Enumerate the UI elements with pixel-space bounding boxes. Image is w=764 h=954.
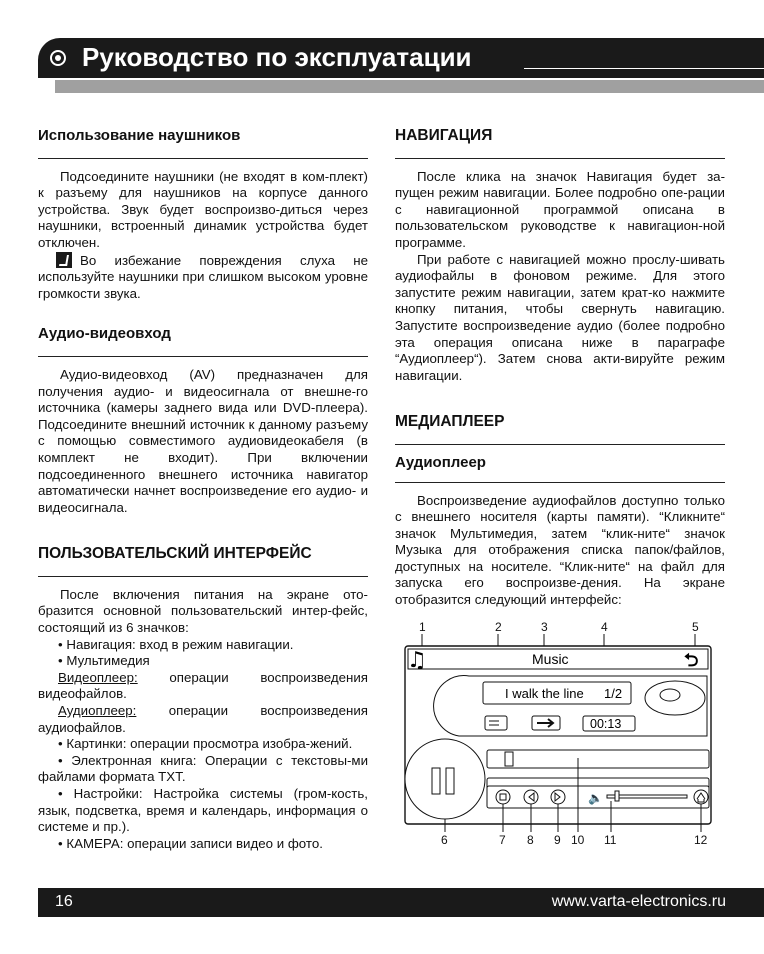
play-time: 00:13	[590, 717, 622, 731]
list-item: • Электронная книга: Операции с текстовы-ми файлами формата TXT.	[38, 752, 368, 785]
section-rule	[395, 482, 725, 483]
callout-5: 5	[692, 620, 699, 634]
callout-4: 4	[601, 620, 608, 634]
list-item: • Мультимедия	[58, 653, 150, 669]
note-paragraph	[38, 252, 368, 303]
header-underline	[524, 68, 764, 69]
audio-player-diagram	[395, 618, 725, 858]
callout-2: 2	[495, 620, 502, 634]
left-column	[38, 128, 368, 852]
callout-9: 9	[554, 833, 561, 847]
paragraph: Воспроизведение аудиофайлов доступно только с внешнего носителя (карты памяти). “Кликните“ значок Мультимедия, затем “клик-ните“ значок Музыка для отображения списка папок/файлов, доступных на носителе. “Клик-ните“ на файл для запуска его воспроизве-дения. На экране отобразится следующий интерфейс:	[395, 492, 725, 608]
list-item: • КАМЕРА: операции записи видео и фото.	[58, 835, 323, 851]
paragraph: Аудио-видеовход (AV) предназначен для получения аудио- и видеосигнала от внешне-го источника (камеры заднего вида или DVD-плеера). Подсоедините внешний источник к данному разъему с помощью совместимого аудиовидеокабеля (в комплект не входит). При включении подсоединенного внешнего источника навигатор автоматически начнет воспроизведение его аудио- и видеосигнала.	[38, 366, 368, 515]
section-rule	[38, 356, 368, 357]
audio-label: Аудиоплеер:	[58, 703, 137, 719]
section-title-nav: НАВИГАЦИЯ	[395, 127, 493, 144]
audio-text: операции воспроизведения аудиофайлов.	[38, 703, 368, 735]
section-rule	[395, 158, 725, 159]
note-icon	[56, 252, 72, 268]
subsection-title-audioplayer: Аудиоплеер	[395, 453, 486, 471]
list-subitem-video	[38, 670, 368, 703]
header-gray-stripe	[55, 80, 764, 93]
note-text: Во избежание повреждения слуха не используйте наушники при слишком высоком уровне громкости звука.	[38, 252, 368, 301]
section-title-media: МЕДИАПЛЕЕР	[395, 413, 505, 431]
callout-3: 3	[541, 620, 548, 634]
callout-11: 11	[604, 833, 617, 847]
video-label: Видеоплеер:	[58, 669, 138, 685]
paragraph: Подсоедините наушники (не входят в ком-плект) к разъему для наушников на корпусе данного устройства. Звук будет воспроизво-диться через наушники, встроенный динамик устройства будет отключен.	[38, 168, 368, 250]
section-rule	[395, 444, 725, 445]
progress-handle	[505, 752, 513, 766]
header-bullet-icon	[50, 50, 66, 66]
volume-handle	[615, 791, 619, 801]
section-rule	[38, 576, 368, 577]
page-title: Руководство по эксплуатации	[82, 42, 472, 72]
footer-url[interactable]: www.varta-electronics.ru	[551, 893, 726, 910]
track-name: I walk the line	[505, 686, 584, 701]
callout-1: 1	[419, 620, 426, 634]
player-title: Music	[532, 651, 569, 667]
section-title-ui: ПОЛЬЗОВАТЕЛЬСКИЙ ИНТЕРФЕЙС	[38, 545, 312, 563]
return-icon: ⮌	[684, 650, 699, 671]
paragraph: После включения питания на экране ото-бразится основной пользовательский интер-фейс, состоящий из 6 значков:	[38, 586, 368, 636]
page-number: 16	[55, 893, 73, 910]
section-title-headphones: Использование наушников	[38, 127, 241, 144]
section-rule	[38, 158, 368, 159]
paragraph: После клика на значок Навигация будет за-пущен режим навигации. Более подробно опе-рации с навигационной программой описана в пользовательском руководстве к навигацион-ной программе.	[395, 168, 725, 250]
callout-10: 10	[571, 833, 585, 847]
callout-6: 6	[441, 833, 448, 847]
callout-7: 7	[499, 833, 506, 847]
section-title-av: Аудио-видеовход	[38, 325, 171, 343]
right-column	[395, 128, 725, 609]
video-text: операции воспроизведения видеофайлов.	[38, 669, 368, 702]
list-item: • Настройки: Настройка системы (гром-кость, язык, подсветка, время и календарь, информация о системе и пр.).	[38, 786, 368, 835]
callout-8: 8	[527, 833, 534, 847]
play-pause-button	[405, 739, 485, 819]
track-counter: 1/2	[604, 686, 623, 701]
music-note-icon: ♫	[407, 648, 427, 673]
list-subitem-audio	[38, 703, 368, 736]
volume-icon: 🔈	[588, 791, 603, 805]
list-item: • Картинки: операции просмотра изобра-жений.	[58, 736, 353, 752]
callout-12: 12	[694, 833, 708, 847]
paragraph: При работе с навигацией можно прослу-шивать аудиофайлы в фоновом режиме. Для этого запустите режим навигации, затем крат-ко нажмите кнопку питания, чтобы свернуть навигацию. Запустите воспроизведение аудио (более подробно эта операция описана ниже в параграфе “Аудиоплеер“). Затем снова акти-вируйте режим навигации.	[395, 251, 725, 383]
list-item: • Навигация: вход в режим навигации.	[58, 636, 294, 652]
